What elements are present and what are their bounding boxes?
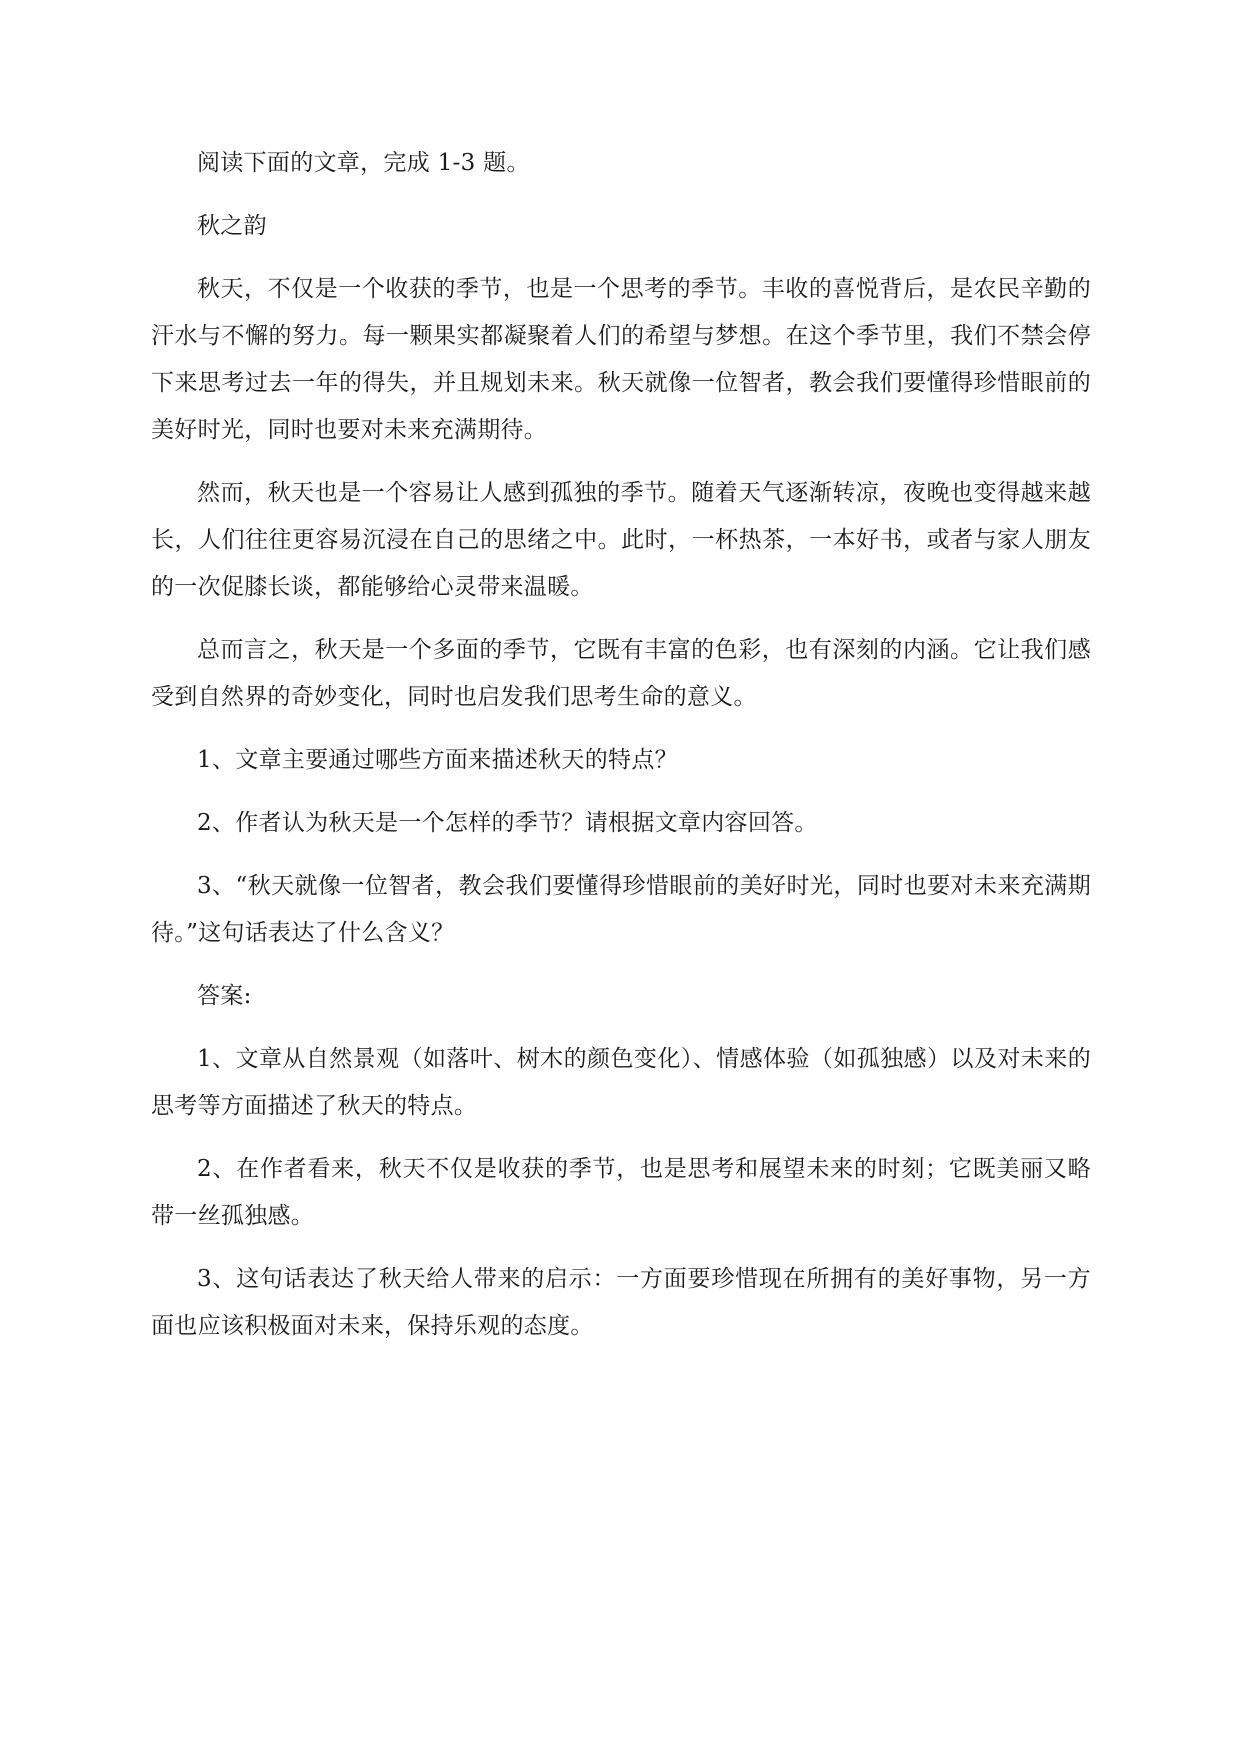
document-body [151, 140, 1091, 1366]
question-item: 3、“秋天就像一位智者，教会我们要懂得珍惜眼前的美好时光，同时也要对未来充满期待。”这句话表达了什么含义？ [151, 873, 1091, 946]
article-paragraph: 秋天，不仅是一个收获的季节，也是一个思考的季节。丰收的喜悦背后，是农民辛勤的汗水与不懈的努力。每一颗果实都凝聚着人们的希望与梦想。在这个季节里，我们不禁会停下来思考过去一年的得失，并且规划未来。秋天就像一位智者，教会我们要懂得珍惜眼前的美好时光，同时也要对未来充满期待。 [151, 276, 1091, 443]
question-item: 1、文章主要通过哪些方面来描述秋天的特点？ [197, 747, 678, 773]
answer-item: 1、文章从自然景观（如落叶、树木的颜色变化）、情感体验（如孤独感）以及对未来的思考等方面描述了秋天的特点。 [151, 1046, 1091, 1119]
article-paragraph: 总而言之，秋天是一个多面的季节，它既有丰富的色彩，也有深刻的内涵。它让我们感受到自然界的奇妙变化，同时也启发我们思考生命的意义。 [151, 637, 1091, 710]
article-title: 秋之韵 [197, 213, 267, 239]
question-item: 2、作者认为秋天是一个怎样的季节？请根据文章内容回答。 [197, 810, 818, 836]
answer-item: 2、在作者看来，秋天不仅是收获的季节，也是思考和展望未来的时刻；它既美丽又略带一丝孤独感。 [151, 1156, 1091, 1229]
answer-heading: 答案: [197, 983, 252, 1009]
instruction-text: 阅读下面的文章，完成 1-3 题。 [197, 150, 530, 176]
article-paragraph: 然而，秋天也是一个容易让人感到孤独的季节。随着天气逐渐转凉，夜晚也变得越来越长，人们往往更容易沉浸在自己的思绪之中。此时，一杯热茶，一本好书，或者与家人朋友的一次促膝长谈，都能够给心灵带来温暖。 [151, 480, 1091, 600]
answer-item: 3、这句话表达了秋天给人带来的启示：一方面要珍惜现在所拥有的美好事物，另一方面也应该积极面对未来，保持乐观的态度。 [151, 1266, 1091, 1339]
